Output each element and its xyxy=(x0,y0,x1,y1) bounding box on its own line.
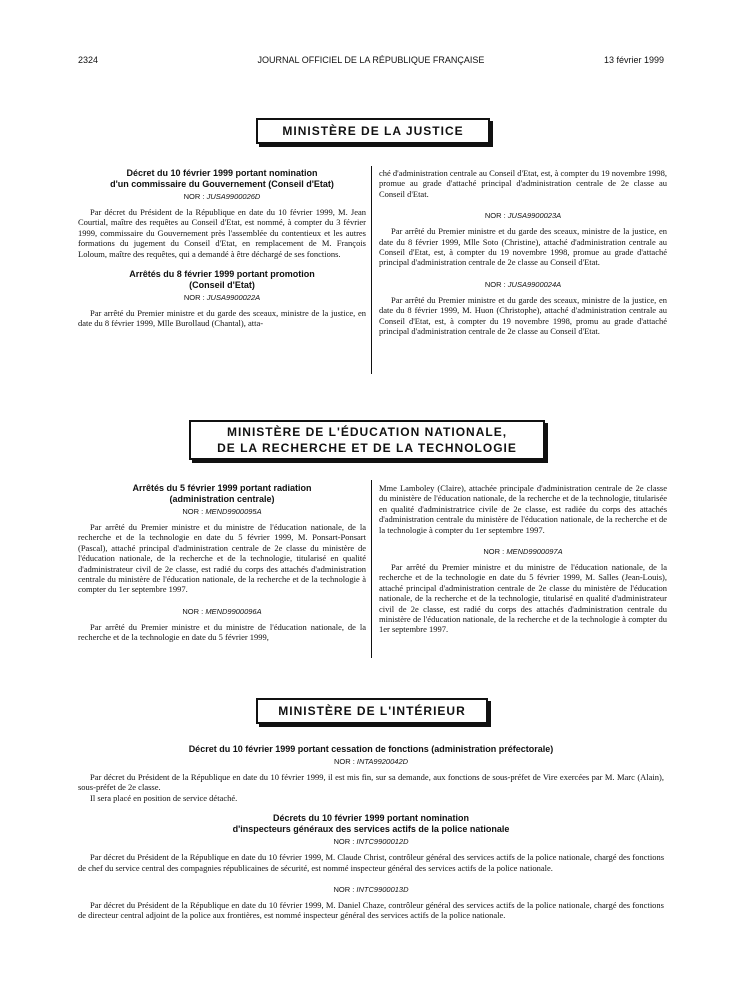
column-divider xyxy=(371,166,372,374)
nor-reference: NOR : INTA9920042D xyxy=(333,757,409,766)
education-left-column xyxy=(78,483,366,643)
ministry-education-title-line2: DE LA RECHERCHE ET DE LA TECHNOLOGIE xyxy=(217,441,517,455)
decree-text: Par décret du Président de la République en date du 10 février 1999, M. Daniel Chaze, contrôleur général des services actifs de la police nationale, chargé des fonctions de directeur central adjoint de la police aux frontières, est nommé inspecteur général des services actifs de la police nationale. xyxy=(78,900,664,921)
decree-text: Par arrêté du Premier ministre et du ministre de l'éducation nationale, de la recherche et de la technologie en date du 5 février 1999, xyxy=(78,621,366,643)
nor-reference: NOR : JUSA9900026D xyxy=(183,192,261,201)
education-right-column xyxy=(379,483,667,635)
decree-text: Par décret du Président de la République en date du 10 février 1999, il est mis fin, sur sa demande, aux fonctions de sous-préfet de Vire exercées par M. Marc (Alain), sous-préfet de 2e classe. xyxy=(78,772,664,793)
decree-title: Décret du 10 février 1999 portant nomination d'un commissaire du Gouvernement (Conseil d'Etat) xyxy=(110,168,334,189)
nor-reference: NOR : INTC9900013D xyxy=(333,885,409,895)
ministry-justice-title: MINISTÈRE DE LA JUSTICE xyxy=(282,124,464,138)
decree-title: Arrêtés du 8 février 1999 portant promotion (Conseil d'Etat) xyxy=(129,269,315,291)
decree-text: Par décret du Président de la République en date du 10 février 1999, M. Claude Christ, contrôleur général des services actifs de la police nationale, chargé des fonctions de chef du service central des compagnies républicaines de sécurité, est nommé inspecteur général des services actifs de la police nationale. xyxy=(78,852,664,873)
decree-text: Par arrêté du Premier ministre et du ministre de l'éducation nationale, de la recherche et de la technologie en date du 5 février 1999, M. Salles (Jean-Louis), attaché principal d'administration centrale de 2e classe du ministère de l'éducation nationale, de la recherche et de la technologie, titularisé en qualité d'administrateur civil de 2e classe, est radié du corps des attachés d'administration centrale du ministère de l'éducation nationale, de la recherche et de la technologie à compter du 1er septembre 1997. xyxy=(379,562,667,635)
page-number: 2324 xyxy=(78,55,99,65)
decree-text: Par arrêté du Premier ministre et du garde des sceaux, ministre de la justice, en date du 8 février 1999, Mlle Burollaud (Chantal), atta- xyxy=(78,308,366,329)
ministry-interior-title: MINISTÈRE DE L'INTÉRIEUR xyxy=(278,704,466,718)
decree-text: Mme Lamboley (Claire), attachée principale d'administration centrale de 2e classe du ministère de l'éducation nationale, de la recherche et de la technologie, titularisée en qualité d'administratrice civile de 2e classe, est radiée du corps des attachés d'administration centrale du ministère de l'éducation nationale, de la recherche et de la technologie à compter du 1er septembre 1997. xyxy=(379,483,667,535)
nor-reference: NOR : JUSA9900022A xyxy=(183,293,261,303)
nor-reference: NOR : JUSA9900023A xyxy=(484,211,562,221)
decree-text: Il sera placé en position de service détaché. xyxy=(90,792,238,803)
decree-text: ché d'administration centrale au Conseil d'Etat, est, à compter du 19 novembre 1998, promue au grade d'attaché principal d'administration centrale de 2e classe au Conseil d'Etat. xyxy=(379,168,667,199)
journal-title: JOURNAL OFFICIEL DE LA RÉPUBLIQUE FRANÇAISE xyxy=(257,55,485,65)
decree-title: Arrêtés du 5 février 1999 portant radiation (administration centrale) xyxy=(132,483,312,504)
nor-reference: NOR : MEND9900096A xyxy=(182,606,262,616)
decree-text: Par arrêté du Premier ministre et du garde des sceaux, ministre de la justice, en date du 8 février 1999, M. Huon (Christophe), attaché d'administration centrale au Conseil d'Etat, est, à compter du 19 novembre 1998, promu au grade d'attaché principal d'administration centrale de 2e classe au Conseil d'Etat. xyxy=(379,294,667,337)
justice-left-column xyxy=(78,168,366,329)
interior-section xyxy=(78,744,664,921)
decree-title: Décret du 10 février 1999 portant cessation de fonctions (administration préfectorale) xyxy=(188,744,554,754)
decree-text: Par arrêté du Premier ministre et du garde des sceaux, ministre de la justice, en date du 8 février 1999, Mlle Soto (Christine), attaché d'administration centrale au Conseil d'Etat, est, à compter du 19 novembre 1998, promue au grade d'attaché principal d'administration centrale de 2e classe au Conseil d'Etat. xyxy=(379,226,667,268)
nor-reference: NOR : MEND9900095A xyxy=(182,507,262,516)
ministry-justice-heading xyxy=(256,118,490,144)
ministry-education-title-line1: MINISTÈRE DE L'ÉDUCATION NATIONALE, xyxy=(226,425,508,439)
issue-date: 13 février 1999 xyxy=(603,55,664,65)
ministry-interior-heading xyxy=(256,698,488,724)
decree-title: Décrets du 10 février 1999 portant nomination d'inspecteurs généraux des services actifs de la police nationale xyxy=(232,813,510,835)
decree-text: Par décret du Président de la République en date du 10 février 1999, M. Jean Courtial, maître des requêtes au Conseil d'Etat, est nommé, à compter du 3 février 1999, commissaire du Gouvernement près l'assemblée du contentieux et les autres formations du jugement du Conseil d'Etat, en remplacement de M. François Loloum, maître des requêtes, qui a demandé à être déchargé de ses fonctions. xyxy=(78,207,366,259)
nor-reference: NOR : INTC9900012D xyxy=(333,837,409,847)
ministry-education-heading xyxy=(189,420,545,460)
justice-right-column xyxy=(379,168,667,336)
column-divider xyxy=(371,480,372,658)
nor-reference: NOR : MEND9900097A xyxy=(483,547,563,557)
nor-reference: NOR : JUSA9900024A xyxy=(484,279,562,289)
decree-text: Par arrêté du Premier ministre et du ministre de l'éducation nationale, de la recherche et de la technologie en date du 5 février 1999, M. Ponsart-Ponsart (Pascal), attaché principal d'administration centrale de 2e classe du ministère de l'éducation nationale, de la recherche et de la technologie, titularisé en qualité d'administrateur civil de 2e classe, est radié du corps des attachés d'administration centrale du ministère de l'éducation nationale, de la recherche et de la technologie à compter du 1er septembre 1997. xyxy=(78,522,366,595)
running-header xyxy=(78,55,664,67)
